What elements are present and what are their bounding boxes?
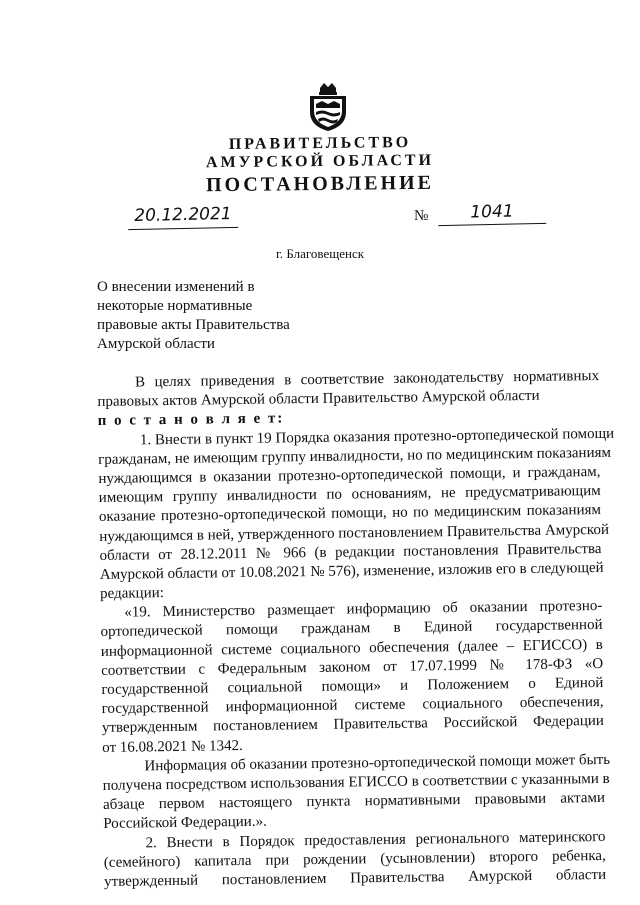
- body-line: имеющим группу инвалидности по основаниям, не предусматривающим: [98, 483, 601, 507]
- document-date: 20.12.2021: [128, 203, 238, 230]
- body-line: государственной информационной системе социального обеспечения,: [101, 694, 604, 718]
- body-line: утвержденный постановлением Правительства Амурской области: [103, 866, 607, 890]
- resolution-keyword: п о с т а н о в л я е т:: [97, 410, 285, 430]
- body-line: Российской Федерации.».: [103, 813, 267, 833]
- body-line: 2. Внести в Порядок предоставления регионального материнского: [145, 828, 606, 851]
- body-line: нуждающимся в ней, утвержденного постановлением Правительства Амурской: [99, 521, 610, 545]
- body-line: абзаце первом настоящего пункта нормативными правовыми актами: [102, 790, 606, 814]
- document-subject: [97, 278, 307, 354]
- body-line: «19. Министерство размещает информацию об оказании протезно-: [124, 598, 603, 621]
- body-line: Информация об оказании протезно-ортопедической помощи может быть: [144, 751, 611, 775]
- document-body: [97, 367, 615, 892]
- subject-line: О внесении изменений в: [97, 279, 255, 295]
- body-line: (семейного) капитала при рождении (усыновлении) второго ребенка,: [103, 847, 606, 871]
- body-line: ортопедической помощи гражданам в Единой государственной: [100, 617, 603, 641]
- body-line: соответствии с Федеральным законом от 17.07.1999 № 178-ФЗ «О: [101, 655, 604, 679]
- city-name: г. Благовещенск: [275, 246, 365, 261]
- authority-name-line1: ПРАВИТЕЛЬСТВО: [228, 134, 412, 153]
- number-label: №: [414, 208, 429, 224]
- amur-region-coat-of-arms-icon: [306, 82, 350, 132]
- body-line: получена посредством использования ЕГИССО в соответствии с указанными в: [102, 770, 610, 794]
- subject-line: некоторые нормативные: [97, 298, 253, 314]
- authority-name-line2: АМУРСКОЙ ОБЛАСТИ: [205, 151, 435, 172]
- body-line: Амурской области от 10.08.2021 № 576), изменение, изложив его в следующей: [99, 559, 604, 583]
- body-line: информационной системе социального обеспечения (далее – ЕГИССО) в: [100, 636, 603, 660]
- body-line: оказание протезно-ортопедической помощи, но по медицинским показаниям: [98, 502, 602, 526]
- body-line: В целях приведения в соответствие законодательству нормативных: [135, 367, 600, 391]
- body-line: редакции:: [99, 585, 164, 603]
- subject-line: правовые акты Правительства: [97, 317, 290, 333]
- body-line: гражданам, не имеющим группу инвалидности, но по медицинским показаниям: [98, 444, 612, 468]
- body-line: 1. Внести в пункт 19 Порядка оказания протезно-ортопедической помощи: [139, 425, 615, 448]
- subject-line: Амурской области: [97, 336, 215, 352]
- body-line: утвержденным постановлением Правительства Российской Федерации: [101, 713, 605, 737]
- body-line: от 16.08.2021 № 1342.: [102, 737, 243, 756]
- body-line: правовых актов Амурской области Правительство Амурской области: [97, 388, 540, 411]
- body-line: государственной социальной помощи» и Положением о Единой: [101, 674, 604, 698]
- body-line: области от 28.12.2011 № 966 (в редакции постановления Правительства: [99, 540, 602, 564]
- body-line: нуждающимся в оказании протезно-ортопедической помощи, и гражданам,: [98, 463, 601, 487]
- document-type-title: ПОСТАНОВЛЕНИЕ: [205, 171, 435, 197]
- document-number: 1041: [438, 201, 546, 226]
